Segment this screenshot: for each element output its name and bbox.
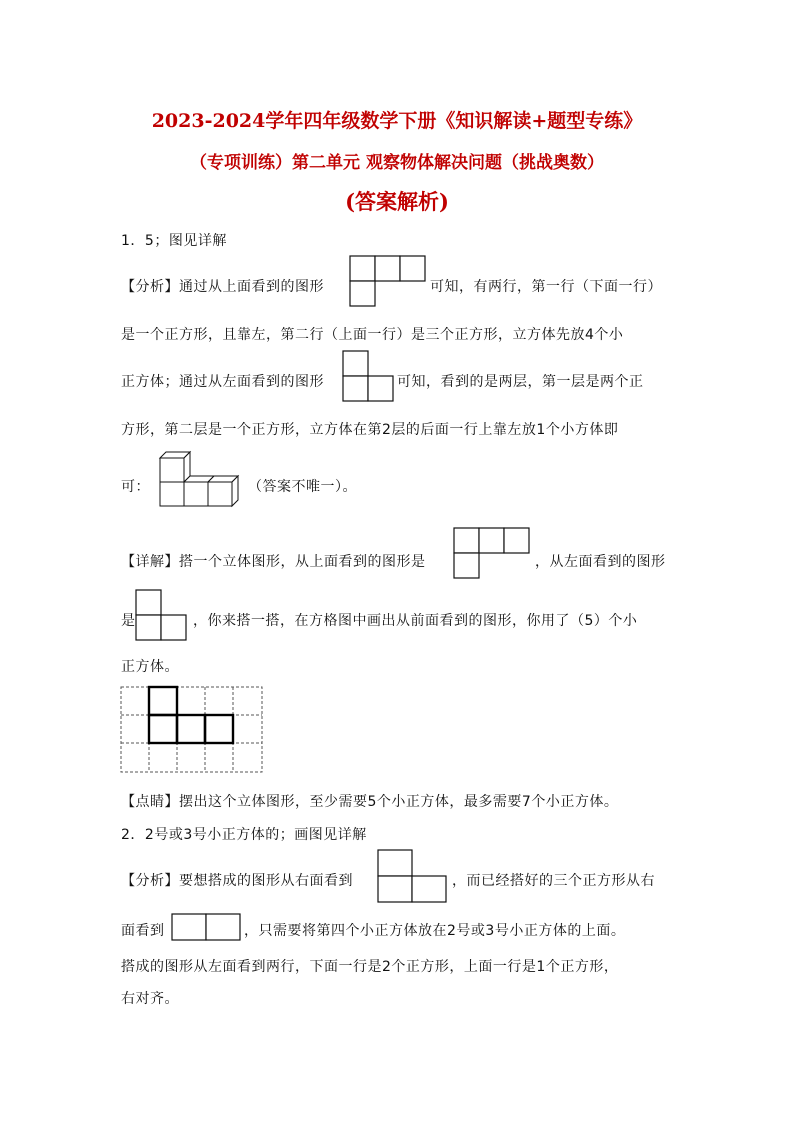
q1-answer: 1．5；图见详解 — [121, 233, 227, 249]
analysis-tag: 【分析】 — [121, 873, 179, 889]
page-subtitle: （专项训练）第二单元 观察物体解决问题（挑战奥数） — [190, 153, 604, 173]
q1-point-line: 【点睛】摆出这个立体图形，至少需要5个小正方体，最多需要7个小正方体。 — [121, 794, 619, 810]
q2-analysis-line3: 搭成的图形从左面看到两行，下面一行是2个正方形，上面一行是1个正方形， — [121, 959, 619, 975]
q1-detail-line3: 正方体。 — [121, 659, 179, 675]
q2-analysis-line1-tail: ，而已经搭好的三个正方形从右 — [452, 873, 655, 889]
q1-analysis-line5-tail: （答案不唯一）。 — [248, 479, 357, 495]
q1-analysis-line1: 【分析】通过从上面看到的图形 — [121, 279, 324, 295]
q1-front-view-grid — [121, 687, 265, 775]
q1-detail-line2-tail: ，你来搭一搭，在方格图中画出从前面看到的图形，你用了（5）个小 — [193, 613, 638, 629]
q1-analysis-line4: 方形，第二层是一个正方形，立方体在第2层的后面一行上靠左放1个小方体即 — [121, 422, 619, 438]
q1-left-view-figure — [343, 351, 395, 403]
page-title: 2023-2024学年四年级数学下册《知识解读+题型专练》 — [151, 110, 643, 132]
detail-tag: 【详解】 — [121, 554, 179, 570]
analysis-tag: 【分析】 — [121, 279, 179, 295]
q1-analysis-line2: 是一个正方形，且靠左，第二行（上面一行）是三个正方形，立方体先放4个小 — [121, 327, 624, 343]
q1-analysis-line5: 可： — [121, 479, 150, 495]
q1-cube-stack-figure — [150, 446, 246, 512]
q1-analysis-line3: 正方体；通过从左面看到的图形 — [121, 374, 324, 390]
q2-analysis-line1: 【分析】要想搭成的图形从右面看到 — [121, 873, 353, 889]
q2-answer: 2．2号或3号小正方体的；画图见详解 — [121, 827, 367, 843]
q1-analysis-line1-tail: 可知，有两行，第一行（下面一行） — [430, 279, 662, 295]
q1-detail-top-view — [454, 528, 534, 580]
q2-analysis-line2: 面看到 — [121, 923, 165, 939]
q1-detail-line1-tail: ，从左面看到的图形 — [535, 554, 666, 570]
q1-detail-left-view — [136, 590, 190, 642]
q1-top-view-figure — [350, 256, 430, 308]
answer-analysis-heading: (答案解析) — [345, 189, 449, 214]
point-tag: 【点睛】 — [121, 794, 179, 810]
q2-built-right-view — [172, 914, 244, 942]
q1-detail-line2: 是 — [121, 613, 136, 629]
q2-right-view-figure — [378, 850, 450, 906]
q2-analysis-line4: 右对齐。 — [121, 991, 179, 1007]
q1-analysis-line3-tail: 可知，看到的是两层，第一层是两个正 — [397, 374, 644, 390]
q1-detail-line1: 【详解】搭一个立体图形，从上面看到的图形是 — [121, 554, 426, 570]
q2-analysis-line2-tail: ，只需要将第四个小正方体放在2号或3号小正方体的上面。 — [244, 923, 626, 939]
